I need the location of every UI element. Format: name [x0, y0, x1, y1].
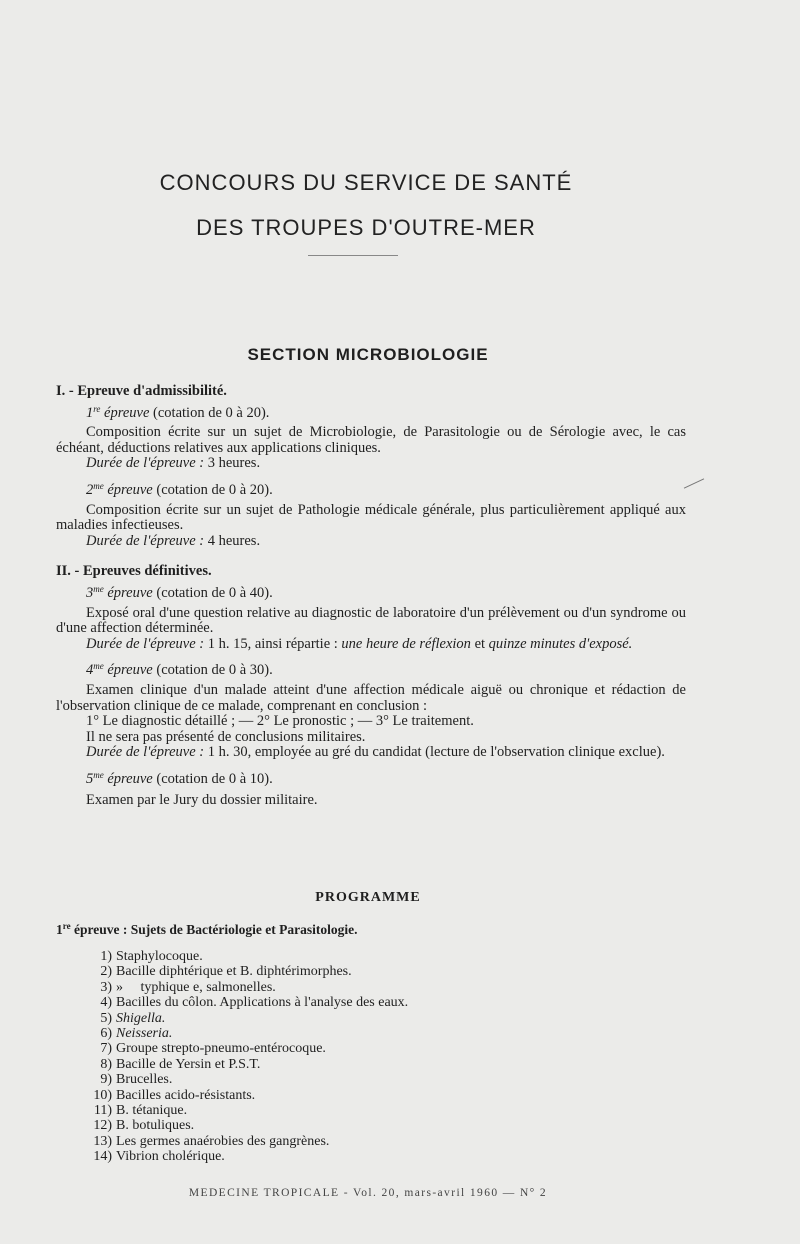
item-number: 5) — [100, 1010, 112, 1026]
ep2-label: épreuve — [103, 481, 153, 498]
ep3-label: épreuve — [103, 584, 153, 601]
header-line-1: CONCOURS DU SERVICE DE SANTÉ — [159, 170, 573, 195]
ep3-sup: me — [93, 583, 104, 594]
ep2-sup: me — [93, 480, 104, 491]
item-number: 10) — [93, 1087, 112, 1103]
programme-list — [86, 949, 646, 1165]
list-item — [86, 1072, 646, 1087]
ep2-num: 2 — [86, 481, 94, 498]
ep1-cotation: (cotation de 0 à 20). — [149, 404, 270, 421]
ep1-duree-value: 3 heures. — [204, 455, 261, 472]
programme-ep1-num: 1 — [56, 922, 63, 937]
ep3-title — [56, 583, 686, 602]
list-item — [86, 949, 646, 964]
ep1-duree-label: Durée de l'épreuve : — [86, 455, 205, 472]
list-item — [86, 1118, 646, 1133]
ep4-cotation: (cotation de 0 à 30). — [152, 662, 273, 679]
ep4-duree-label: Durée de l'épreuve : — [86, 744, 205, 761]
ep2-duree-label: Durée de l'épreuve : — [86, 532, 205, 549]
item-text: Shigella. — [116, 1010, 166, 1026]
ep1-desc: Composition écrite sur un sujet de Microbiologie, de Parasitologie ou de Sérologie avec, le cas échéant, déductions relatives aux applications cliniques. — [56, 424, 686, 456]
ep4-sup: me — [93, 661, 104, 672]
ep2-duree — [56, 534, 686, 550]
ep5-cotation: (cotation de 0 à 10). — [152, 770, 273, 787]
list-item — [86, 1134, 646, 1149]
item-number: 6) — [100, 1026, 112, 1042]
item-number: 7) — [100, 1041, 112, 1057]
list-item — [86, 995, 646, 1010]
item-text: B. botuliques. — [116, 1118, 195, 1134]
list-item — [86, 980, 646, 995]
ep4-duree — [56, 745, 686, 761]
ep3-duree-and: et — [470, 635, 489, 652]
ep3-duree-label: Durée de l'épreuve : — [86, 635, 205, 652]
item-text: Staphylocoque. — [116, 949, 203, 964]
ep3-num: 3 — [86, 584, 94, 601]
item-text: B. tétanique. — [116, 1103, 188, 1119]
list-item — [86, 1026, 646, 1041]
ep1-title — [56, 403, 686, 422]
item-text: Groupe strepto-pneumo-entérocoque. — [116, 1041, 326, 1057]
section-title: SECTION MICROBIOLOGIE — [247, 345, 489, 364]
list-item — [86, 1057, 646, 1072]
ep4-num: 4 — [86, 662, 94, 679]
list-item — [86, 1103, 646, 1118]
item-text: Bacille de Yersin et P.S.T. — [116, 1056, 261, 1072]
list-item — [86, 1011, 646, 1026]
item-number: 4) — [100, 995, 112, 1011]
item-text: » typhique e, salmonelles. — [116, 979, 276, 995]
ep3-duree — [56, 637, 686, 653]
ep2-title — [56, 480, 686, 499]
ep1-num: 1 — [86, 404, 94, 421]
item-number: 12) — [93, 1118, 112, 1134]
ep2-desc: Composition écrite sur un sujet de Pathologie médicale générale, plus particulièrement appliqué aux maladies infectieuses. — [56, 501, 686, 534]
item-number: 13) — [93, 1133, 112, 1149]
ep1-duree — [56, 456, 686, 472]
item-text: Les germes anaérobies des gangrènes. — [116, 1133, 330, 1149]
ep5-sup: me — [93, 769, 104, 780]
ep4-desc: Examen clinique d'un malade atteint d'une affection médicale aiguë ou chronique et rédaction de l'observation clinique de ce malade, comprenant en conclusion : — [56, 681, 686, 714]
programme-ep1-heading — [56, 922, 358, 938]
ep4-title — [56, 663, 686, 679]
ep3-duree-value: 1 h. 15, ainsi répartie : — [204, 635, 342, 652]
item-number: 9) — [100, 1072, 112, 1088]
part2-heading: II. - Epreuves définitives. — [56, 563, 212, 580]
item-number: 1) — [100, 949, 112, 964]
programme-title: PROGRAMME — [315, 890, 421, 905]
ep3-duree-italic2: quinze minutes d'exposé. — [488, 635, 633, 652]
page-footer: MEDECINE TROPICALE - Vol. 20, mars-avril 1960 — N° 2 — [188, 1187, 548, 1199]
item-number: 2) — [100, 964, 112, 980]
item-text: Neisseria. — [116, 1026, 173, 1042]
item-text: Vibrion cholérique. — [116, 1149, 225, 1165]
ep4-militaires: Il ne sera pas présenté de conclusions militaires. — [86, 728, 366, 745]
header-line-2: DES TROUPES D'OUTRE-MER — [196, 215, 536, 240]
list-item — [86, 1088, 646, 1103]
list-item — [86, 1041, 646, 1056]
header-rule — [308, 255, 398, 256]
exam-description — [56, 384, 686, 809]
programme-ep1-text: épreuve : Sujets de Bactériologie et Parasitologie. — [70, 922, 358, 937]
ep4-points: 1° Le diagnostic détaillé ; — 2° Le pronostic ; — 3° Le traitement. — [86, 713, 474, 730]
ep1-sup: re — [93, 403, 101, 414]
item-number: 11) — [93, 1103, 112, 1119]
part1-heading: I. - Epreuve d'admissibilité. — [56, 383, 227, 399]
ep3-duree-italic: une heure de réflexion — [341, 635, 471, 652]
programme-ep1-sup: re — [62, 921, 71, 931]
ep5-label: épreuve — [103, 770, 153, 787]
ep5-desc: Examen par le Jury du dossier militaire. — [86, 792, 318, 809]
ep2-cotation: (cotation de 0 à 20). — [152, 481, 273, 498]
ep4-duree-value: 1 h. 30, employée au gré du candidat (lecture de l'observation clinique exclue). — [204, 744, 665, 761]
item-number: 3) — [100, 979, 112, 995]
list-item — [86, 964, 646, 979]
item-number: 14) — [93, 1149, 112, 1165]
list-item — [86, 1149, 646, 1164]
ep3-cotation: (cotation de 0 à 40). — [152, 584, 273, 601]
item-text: Bacille diphtérique et B. diphtérimorphes. — [116, 964, 352, 980]
item-text: Bacilles acido-résistants. — [116, 1087, 256, 1103]
ep2-duree-value: 4 heures. — [204, 532, 261, 549]
ep1-label: épreuve — [100, 404, 150, 421]
ep5-num: 5 — [86, 770, 94, 787]
item-text: Bacilles du côlon. Applications à l'analyse des eaux. — [116, 995, 409, 1011]
ep3-desc: Exposé oral d'une question relative au diagnostic de laboratoire d'un prélèvement ou d'un syndrome ou d'une affection déterminée. — [56, 604, 686, 637]
item-number: 8) — [100, 1056, 112, 1072]
ep4-label: épreuve — [103, 662, 153, 679]
pen-mark — [684, 478, 704, 488]
ep5-title — [56, 769, 686, 788]
item-text: Brucelles. — [116, 1072, 173, 1088]
